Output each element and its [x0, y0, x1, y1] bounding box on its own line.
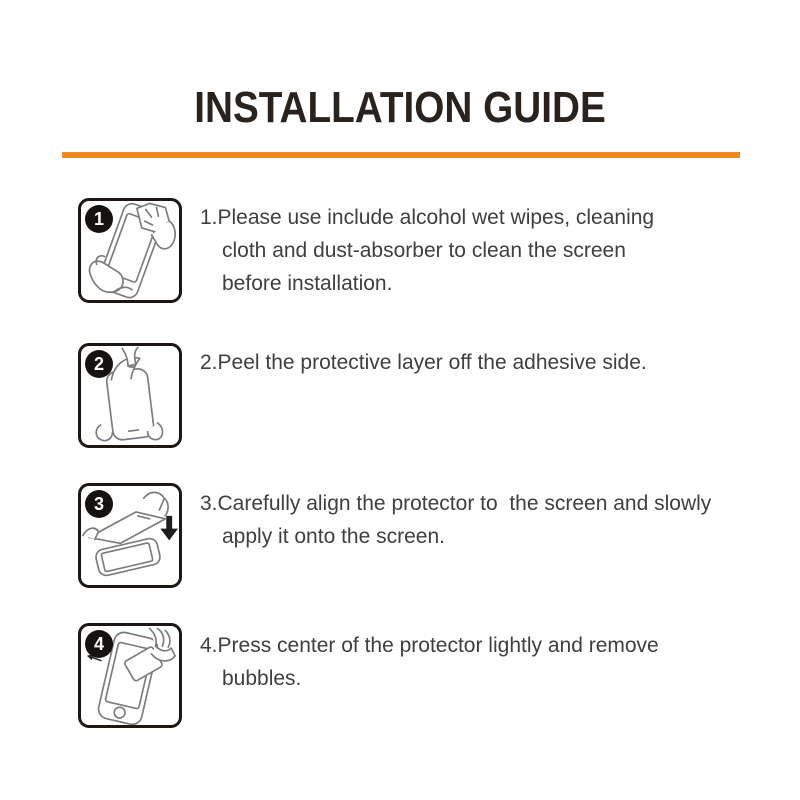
step-3-line-1: 3.Carefully align the protector to the screen and slowly [200, 492, 712, 515]
step-4-text [200, 629, 659, 695]
step-4-line-2: bubbles. [222, 667, 302, 690]
step-3-number-badge: 3 [85, 490, 113, 518]
step-2-number-badge: 2 [85, 350, 113, 378]
step-2-text [200, 346, 647, 379]
step-1-line-3: before installation. [222, 272, 393, 295]
accent-divider [62, 152, 740, 158]
step-1-text [200, 201, 654, 300]
step-4-number-badge: 4 [85, 630, 113, 658]
step-3-illustration-box [78, 483, 182, 588]
step-1-line-1: 1.Please use include alcohol wet wipes, cleaning [200, 206, 655, 229]
step-4-line-1: 4.Press center of the protector lightly and remove [200, 634, 659, 657]
step-1-number-badge: 1 [85, 205, 113, 233]
step-2-line-1: 2.Peel the protective layer off the adhesive side. [200, 351, 647, 374]
step-3-line-2: apply it onto the screen. [222, 525, 445, 548]
step-1-line-2: cloth and dust-absorber to clean the screen [222, 239, 626, 262]
page-title: INSTALLATION GUIDE [194, 83, 606, 132]
step-4-illustration-box [78, 623, 182, 728]
step-2-illustration-box [78, 343, 182, 448]
step-3-text [200, 487, 711, 553]
step-1-illustration-box [78, 198, 182, 303]
